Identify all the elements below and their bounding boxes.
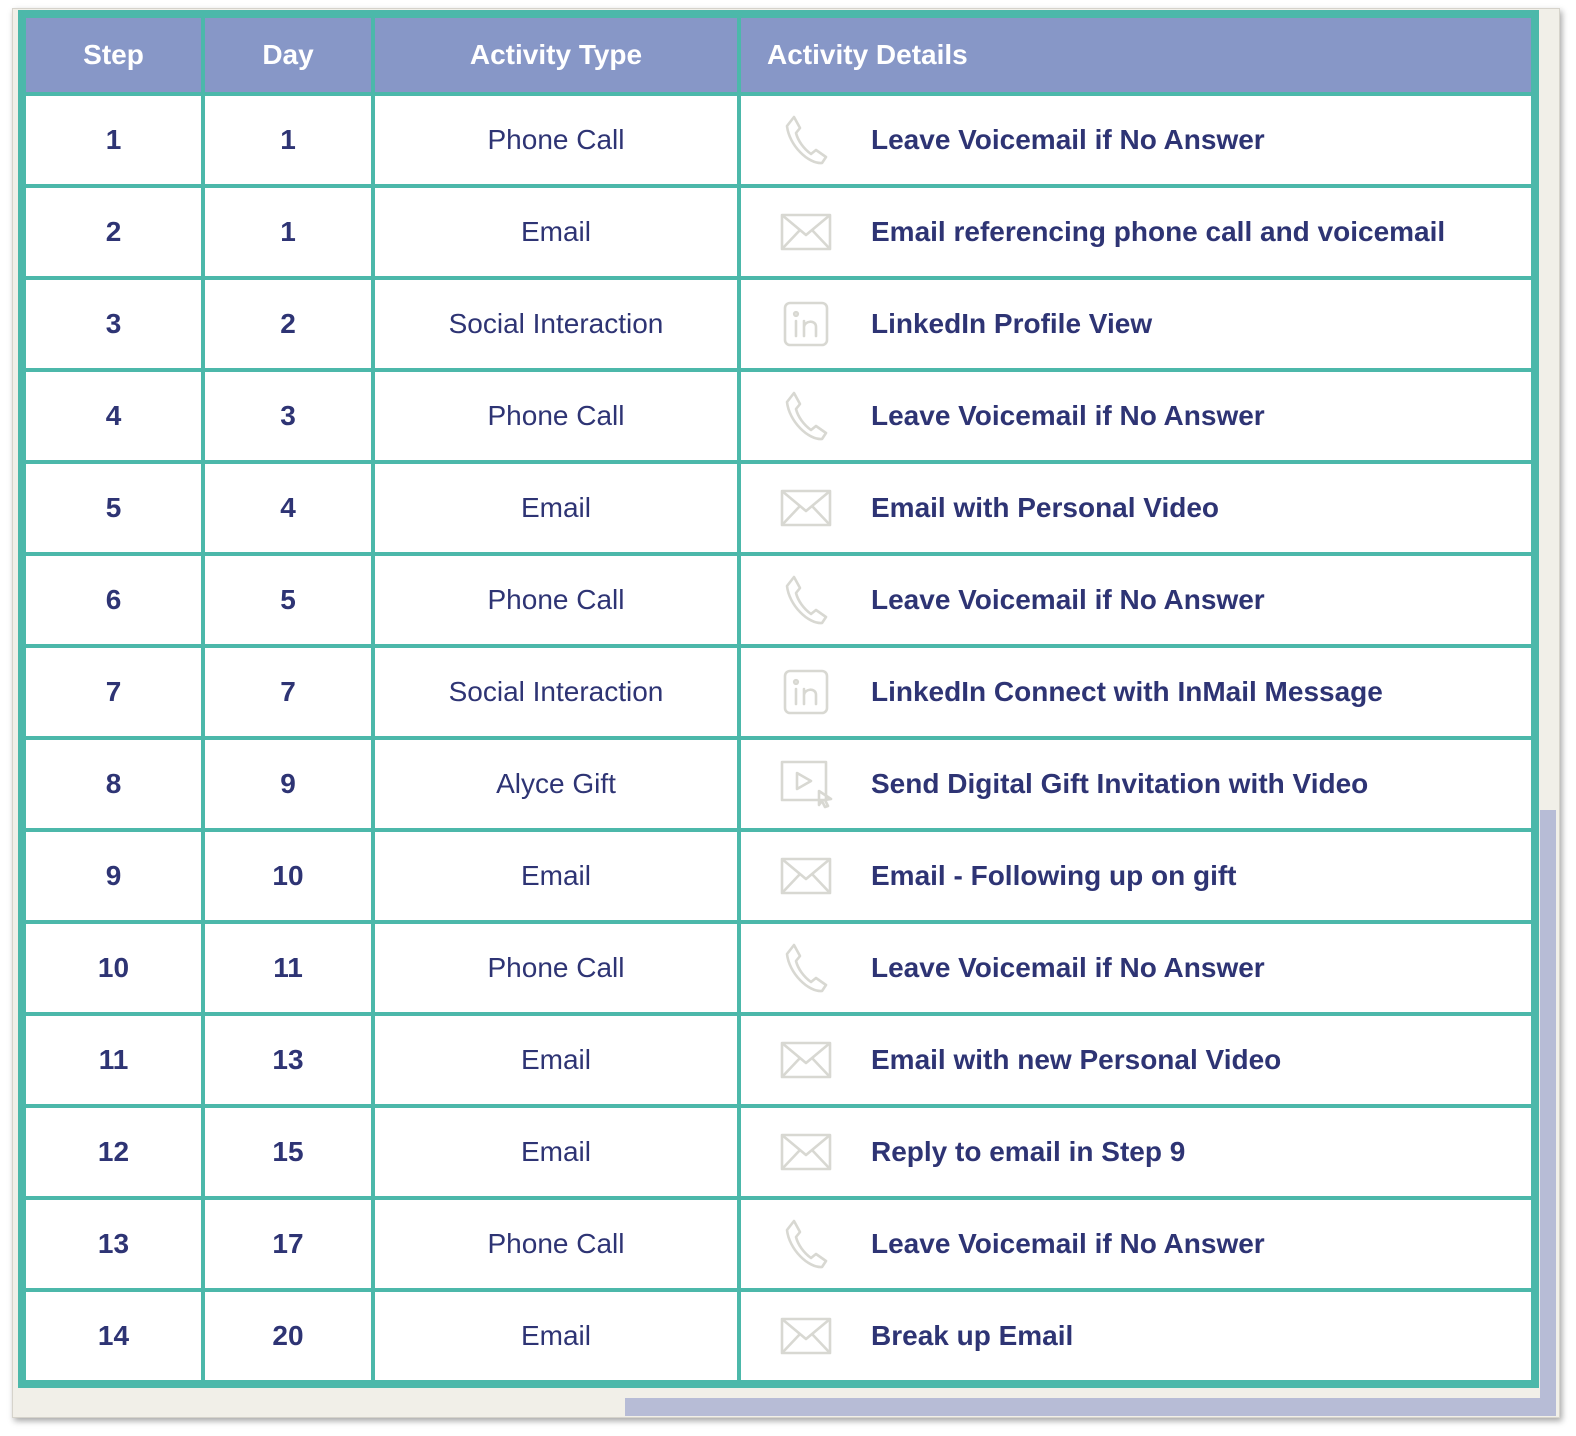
activity-type-cell: Email	[373, 186, 739, 278]
activity-details-cell	[739, 278, 1533, 370]
table-row	[24, 370, 1533, 462]
phone-icon	[741, 942, 871, 994]
day-cell: 2	[203, 278, 373, 370]
activity-type-cell: Phone Call	[373, 554, 739, 646]
activity-details-cell	[739, 186, 1533, 278]
activity-details-text: Leave Voicemail if No Answer	[871, 584, 1265, 615]
step-cell: 5	[24, 462, 203, 554]
table-row	[24, 1290, 1533, 1382]
activity-details-text: Break up Email	[871, 1320, 1074, 1351]
activity-details-cell	[739, 370, 1533, 462]
phone-icon	[741, 390, 871, 442]
phone-icon	[741, 114, 871, 166]
table-row	[24, 1106, 1533, 1198]
activity-type-cell: Phone Call	[373, 94, 739, 186]
activity-type-cell: Social Interaction	[373, 646, 739, 738]
step-cell: 14	[24, 1290, 203, 1382]
table-row	[24, 278, 1533, 370]
activity-details-text: Reply to email in Step 9	[871, 1136, 1186, 1167]
day-cell: 5	[203, 554, 373, 646]
activity-type-cell: Phone Call	[373, 370, 739, 462]
table-row	[24, 830, 1533, 922]
activity-type-cell: Email	[373, 462, 739, 554]
activity-details-text: Email with Personal Video	[871, 492, 1220, 523]
step-cell: 9	[24, 830, 203, 922]
step-cell: 1	[24, 94, 203, 186]
day-cell: 10	[203, 830, 373, 922]
step-cell: 10	[24, 922, 203, 1014]
activity-type-cell: Phone Call	[373, 922, 739, 1014]
email-icon	[741, 1041, 871, 1079]
activity-details-text: Send Digital Gift Invitation with Video	[871, 768, 1369, 799]
decorative-accent-side	[1540, 810, 1556, 1416]
header-day: Day	[203, 16, 373, 94]
step-cell: 2	[24, 186, 203, 278]
phone-icon	[741, 1218, 871, 1270]
activity-details-cell	[739, 1198, 1533, 1290]
day-cell: 9	[203, 738, 373, 830]
decorative-accent-bar	[625, 1398, 1555, 1416]
activity-details-cell	[739, 554, 1533, 646]
table-row	[24, 186, 1533, 278]
email-icon	[741, 857, 871, 895]
email-icon	[741, 213, 871, 251]
activity-details-text: Email referencing phone call and voicemail	[871, 216, 1446, 247]
activity-details-cell	[739, 1014, 1533, 1106]
activity-type-cell: Alyce Gift	[373, 738, 739, 830]
linkedin-icon	[741, 300, 871, 348]
activity-type-cell: Email	[373, 1290, 739, 1382]
activity-details-cell	[739, 646, 1533, 738]
email-icon	[741, 1133, 871, 1171]
day-cell: 15	[203, 1106, 373, 1198]
activity-details-cell	[739, 738, 1533, 830]
step-cell: 7	[24, 646, 203, 738]
step-cell: 12	[24, 1106, 203, 1198]
activity-type-cell: Email	[373, 1014, 739, 1106]
day-cell: 7	[203, 646, 373, 738]
phone-icon	[741, 574, 871, 626]
header-step: Step	[24, 16, 203, 94]
activity-details-text: LinkedIn Connect with InMail Message	[871, 676, 1383, 707]
activity-details-cell	[739, 922, 1533, 1014]
activity-details-text: Leave Voicemail if No Answer	[871, 1228, 1265, 1259]
day-cell: 1	[203, 94, 373, 186]
step-cell: 3	[24, 278, 203, 370]
table-row	[24, 1014, 1533, 1106]
step-cell: 8	[24, 738, 203, 830]
table-row	[24, 554, 1533, 646]
activity-details-cell	[739, 462, 1533, 554]
day-cell: 20	[203, 1290, 373, 1382]
email-icon	[741, 1317, 871, 1355]
step-cell: 4	[24, 370, 203, 462]
activity-type-cell: Email	[373, 1106, 739, 1198]
header-activity-details: Activity Details	[739, 16, 1533, 94]
activity-details-cell	[739, 94, 1533, 186]
sequence-table	[22, 14, 1535, 1384]
activity-details-cell	[739, 830, 1533, 922]
activity-details-text: Email - Following up on gift	[871, 860, 1237, 891]
activity-type-cell: Social Interaction	[373, 278, 739, 370]
activity-details-text: Leave Voicemail if No Answer	[871, 400, 1265, 431]
activity-details-text: Leave Voicemail if No Answer	[871, 952, 1265, 983]
activity-details-text: Email with new Personal Video	[871, 1044, 1282, 1075]
table-row	[24, 738, 1533, 830]
activity-details-text: Leave Voicemail if No Answer	[871, 124, 1265, 155]
day-cell: 4	[203, 462, 373, 554]
activity-details-text: LinkedIn Profile View	[871, 308, 1153, 339]
video-icon	[741, 759, 871, 809]
table-row	[24, 462, 1533, 554]
day-cell: 1	[203, 186, 373, 278]
step-cell: 11	[24, 1014, 203, 1106]
table-row	[24, 646, 1533, 738]
activity-details-cell	[739, 1290, 1533, 1382]
day-cell: 13	[203, 1014, 373, 1106]
table-row	[24, 1198, 1533, 1290]
step-cell: 6	[24, 554, 203, 646]
day-cell: 17	[203, 1198, 373, 1290]
table-row	[24, 94, 1533, 186]
day-cell: 11	[203, 922, 373, 1014]
step-cell: 13	[24, 1198, 203, 1290]
activity-details-cell	[739, 1106, 1533, 1198]
activity-type-cell: Email	[373, 830, 739, 922]
activity-type-cell: Phone Call	[373, 1198, 739, 1290]
table-row	[24, 922, 1533, 1014]
header-row	[24, 16, 1533, 94]
day-cell: 3	[203, 370, 373, 462]
linkedin-icon	[741, 668, 871, 716]
email-icon	[741, 489, 871, 527]
header-activity-type: Activity Type	[373, 16, 739, 94]
